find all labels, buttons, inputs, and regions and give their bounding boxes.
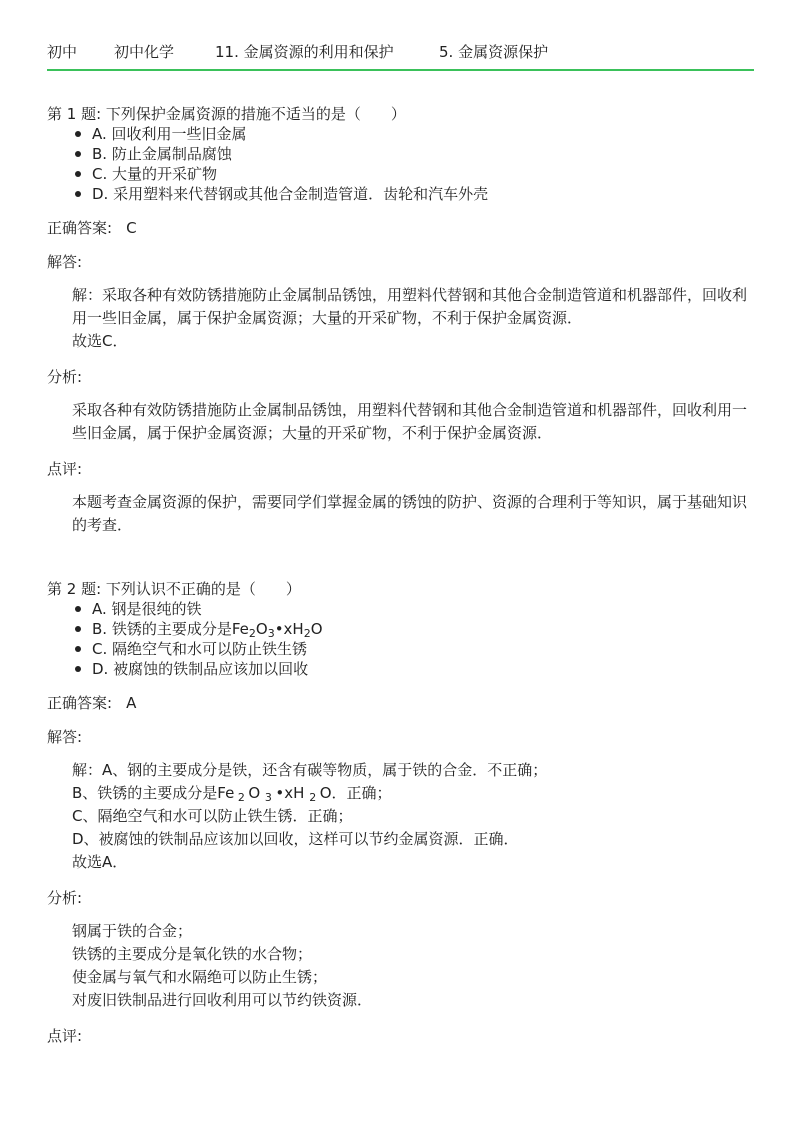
solution-line: C、隔绝空气和水可以防止铁生锈．正确； xyxy=(72,807,353,825)
option-b-text: B. 铁锈的主要成分是Fe xyxy=(92,620,249,638)
option-a: A. 钢是很纯的铁 xyxy=(75,599,757,619)
option-c: C. 大量的开采矿物 xyxy=(75,164,757,184)
comment-label: 点评: xyxy=(47,1027,83,1045)
correct-answer-value: C xyxy=(126,219,137,237)
header-divider xyxy=(47,69,754,71)
analysis-label: 分析: xyxy=(47,889,83,907)
formula-subscript: 2 xyxy=(309,791,320,804)
correct-answer-value: A xyxy=(126,694,137,712)
option-list xyxy=(47,124,757,204)
solution-text xyxy=(47,284,757,353)
question-2 xyxy=(47,579,757,1046)
analysis-line: 钢属于铁的合金； xyxy=(72,922,193,940)
correct-answer xyxy=(47,693,757,713)
comment-line: 本题考查金属资源的保护，需要同学们掌握金属的锈蚀的防护、资源的合理利于等知识，属于基础知识的考查． xyxy=(72,493,748,534)
breadcrumb-item-section[interactable]: 5. 金属资源保护 xyxy=(439,42,549,61)
question-list xyxy=(47,104,757,1046)
analysis-line: 铁锈的主要成分是氧化铁的水合物； xyxy=(72,945,313,963)
solution-line: 解：A、钢的主要成分是铁，还含有碳等物质，属于铁的合金．不正确； xyxy=(72,761,548,779)
option-b xyxy=(75,619,757,639)
breadcrumb-item-level[interactable]: 初中 xyxy=(47,42,78,61)
formula-subscript: 3 xyxy=(264,791,276,804)
formula-part: •xH xyxy=(274,620,304,638)
question-title: 第 2 题: 下列认识不正确的是（ ） xyxy=(47,580,301,598)
question-1 xyxy=(47,104,757,537)
correct-answer-label: 正确答案: xyxy=(47,219,113,237)
formula-subscript: 2 xyxy=(248,627,256,640)
correct-answer-label: 正确答案: xyxy=(47,694,113,712)
option-c: C. 隔绝空气和水可以防止铁生锈 xyxy=(75,639,757,659)
formula-subscript: 2 xyxy=(303,627,311,640)
formula-part: O xyxy=(255,620,268,638)
formula-part: O．正确； xyxy=(319,784,392,802)
option-list xyxy=(47,599,757,679)
solution-text xyxy=(47,759,757,874)
breadcrumb-item-subject[interactable]: 初中化学 xyxy=(114,42,175,61)
question-title: 第 1 题: 下列保护金属资源的措施不适当的是（ ） xyxy=(47,105,406,123)
breadcrumb-item-chapter[interactable]: 11. 金属资源的利用和保护 xyxy=(215,42,394,61)
solution-line: 解：采取各种有效防锈措施防止金属制品锈蚀，用塑料代替钢和其他合金制造管道和机器部件，回收利用一些旧金属，属于保护金属资源；大量的开采矿物，不利于保护金属资源． xyxy=(72,286,748,327)
analysis-text xyxy=(47,920,757,1012)
analysis-label: 分析: xyxy=(47,368,83,386)
option-d: D. 被腐蚀的铁制品应该加以回收 xyxy=(75,659,757,679)
solution-label: 解答: xyxy=(47,728,83,746)
solution-line: 故选C． xyxy=(72,332,128,350)
solution-line xyxy=(72,782,757,805)
analysis-line: 采取各种有效防锈措施防止金属制品锈蚀，用塑料代替钢和其他合金制造管道和机器部件，回收利用一些旧金属，属于保护金属资源；大量的开采矿物，不利于保护金属资源． xyxy=(72,401,748,442)
solution-line: 故选A． xyxy=(72,853,128,871)
formula-part: O xyxy=(248,784,265,802)
solution-line: D、被腐蚀的铁制品应该加以回收，这样可以节约金属资源．正确． xyxy=(72,830,519,848)
solution-line-text: B、铁锈的主要成分是Fe xyxy=(72,784,235,802)
analysis-line: 对废旧铁制品进行回收利用可以节约铁资源． xyxy=(72,991,373,1009)
formula-subscript: 3 xyxy=(267,627,275,640)
option-d: D. 采用塑料来代替钢或其他合金制造管道．齿轮和汽车外壳 xyxy=(75,184,757,204)
solution-label: 解答: xyxy=(47,253,83,271)
analysis-line: 使金属与氧气和水隔绝可以防止生锈； xyxy=(72,968,328,986)
comment-text xyxy=(47,491,757,537)
option-b: B. 防止金属制品腐蚀 xyxy=(75,144,757,164)
formula-part: •xH xyxy=(275,784,310,802)
correct-answer xyxy=(47,218,757,238)
option-a: A. 回收利用一些旧金属 xyxy=(75,124,757,144)
comment-label: 点评: xyxy=(47,460,83,478)
formula-subscript: 2 xyxy=(234,791,249,804)
analysis-text xyxy=(47,399,757,445)
breadcrumb xyxy=(47,40,548,62)
formula-part: O xyxy=(310,620,323,638)
